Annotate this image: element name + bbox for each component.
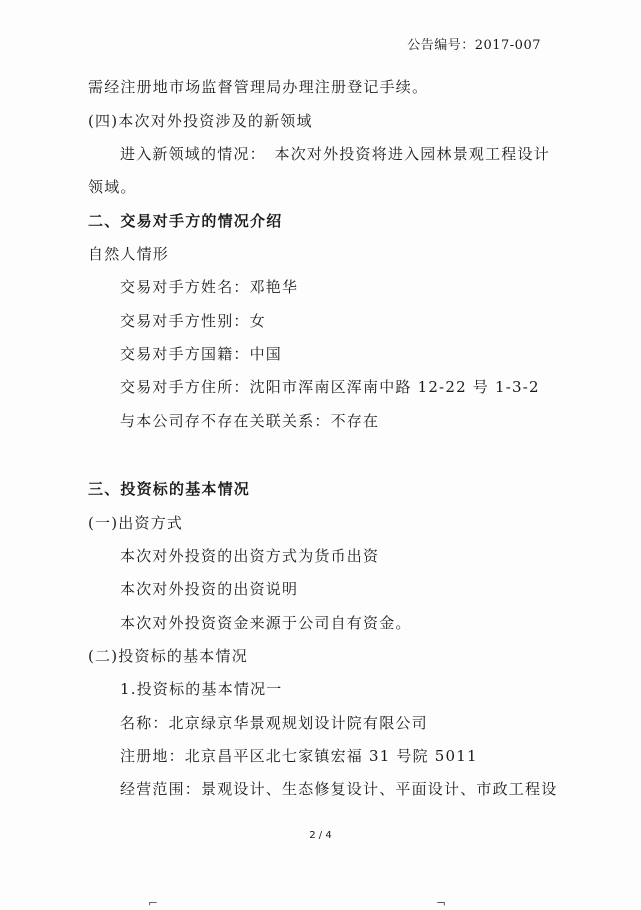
counterparty-name: 交易对手方姓名：邓艳华 — [120, 278, 299, 296]
announcement-number: 公告编号：2017-007 — [407, 38, 541, 53]
scan-mark-icon: ¬ — [436, 896, 447, 910]
subsection-1-line-1: 本次对外投资的出资方式为货币出资 — [120, 547, 380, 565]
business-scope: 经营范围：景观设计、生态修复设计、平面设计、市政工程设 — [120, 780, 558, 798]
heading-counterparty: 二、交易对手方的情况介绍 — [88, 212, 283, 230]
counterparty-nationality: 交易对手方国籍：中国 — [120, 345, 283, 363]
company-address: 注册地：北京昌平区北七家镇宏福 31 号院 5011 — [120, 747, 478, 765]
counterparty-related: 与本公司存不存在关联关系：不存在 — [120, 412, 380, 430]
paragraph-registration: 需经注册地市场监督管理局办理注册登记手续。 — [88, 78, 429, 96]
subsection-2-item: 1.投资标的基本情况一 — [120, 680, 283, 698]
subsection-1-line-3: 本次对外投资资金来源于公司自有资金。 — [120, 614, 412, 632]
subsection-2-title: (二)投资标的基本情况 — [88, 647, 248, 665]
subsection-1-line-2: 本次对外投资的出资说明 — [120, 580, 299, 598]
scan-mark-icon: ⌐ — [148, 896, 159, 910]
natural-person-label: 自然人情形 — [88, 245, 170, 263]
page-number: 2 / 4 — [309, 830, 332, 841]
heading-investment-target: 三、投资标的基本情况 — [88, 480, 251, 498]
subsection-1-title: (一)出资方式 — [88, 514, 184, 532]
section-4-title: (四)本次对外投资涉及的新领域 — [88, 112, 313, 130]
counterparty-gender: 交易对手方性别：女 — [120, 312, 266, 330]
section-4-line-1: 进入新领域的情况： 本次对外投资将进入园林景观工程设计 — [120, 145, 550, 163]
counterparty-address: 交易对手方住所：沈阳市浑南区浑南中路 12-22 号 1-3-2 — [120, 378, 540, 396]
company-name: 名称：北京绿京华景观规划设计院有限公司 — [120, 714, 428, 732]
section-4-line-2: 领域。 — [88, 178, 137, 196]
